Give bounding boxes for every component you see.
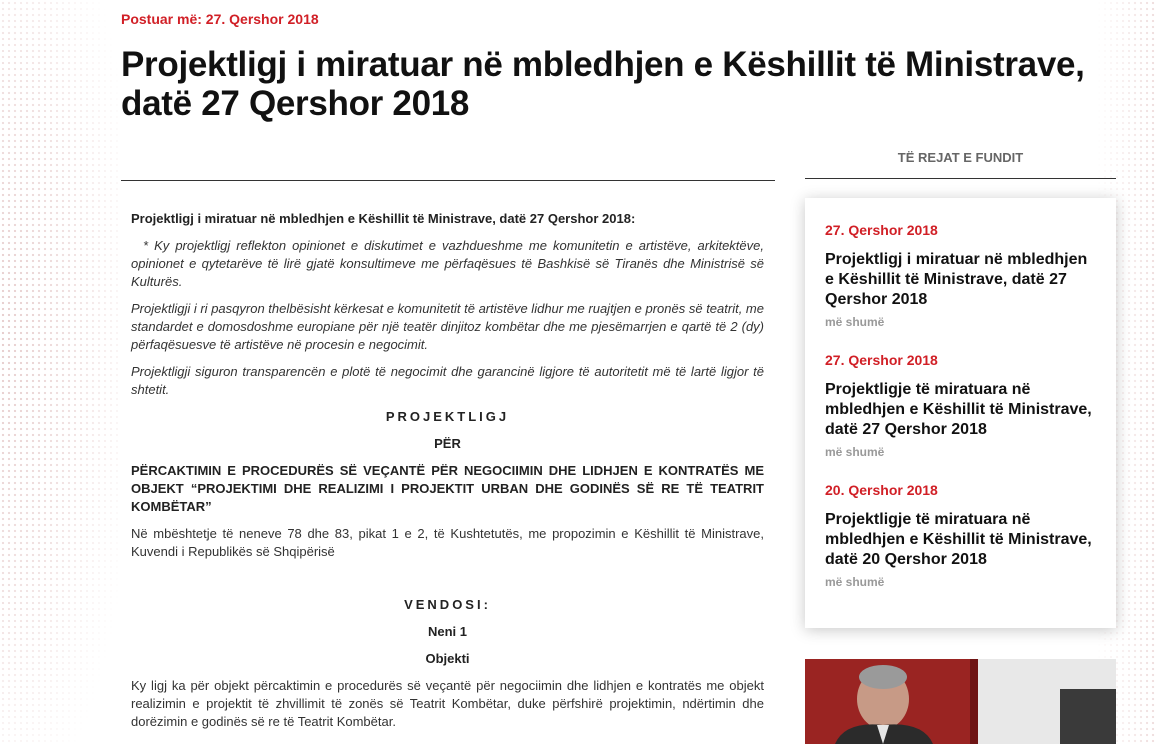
news-title-link[interactable]: Projektligj i miratuar në mbledhjen e Këshillit të Ministrave, datë 27 Qershor 2018 bbox=[825, 251, 1088, 308]
article-intro-3: Projektligji siguron transparencën e plotë të negocimit dhe garancinë ligjore të autoritetit më të lartë ligjor të shtetit. bbox=[131, 364, 764, 397]
article-lead: Projektligj i miratuar në mbledhjen e Këshillit të Ministrave, datë 27 Qershor 2018: bbox=[131, 211, 636, 226]
latest-news-panel bbox=[805, 198, 1116, 628]
posted-date: Postuar më: 27. Qershor 2018 bbox=[121, 11, 319, 27]
person-photo-illustration bbox=[805, 659, 1116, 744]
page-title: Projektligj i miratuar në mbledhjen e Këshillit të Ministrave, datë 27 Qershor 2018 bbox=[121, 45, 1085, 123]
article-body bbox=[131, 210, 768, 740]
news-date: 27. Qershor 2018 bbox=[825, 352, 938, 368]
news-date: 27. Qershor 2018 bbox=[825, 222, 938, 238]
title-divider bbox=[121, 180, 775, 181]
article-1-title: Objekti bbox=[425, 651, 470, 666]
news-title-link[interactable]: Projektligje të miratuara në mbledhjen e Këshillit të Ministrave, datë 27 Qershor 2018 bbox=[825, 381, 1092, 438]
news-item bbox=[825, 481, 1100, 589]
read-more-link[interactable]: më shumë bbox=[825, 445, 885, 459]
sidebar-heading: TË REJAT E FUNDIT bbox=[897, 150, 1024, 165]
law-heading-for: PËR bbox=[434, 436, 461, 451]
sidebar-divider bbox=[805, 178, 1116, 179]
law-decides: VENDOSI: bbox=[404, 597, 491, 612]
news-item bbox=[825, 221, 1100, 329]
article-1-number: Neni 1 bbox=[427, 624, 467, 639]
law-subject: PËRCAKTIMIN E PROCEDURËS SË VEÇANTË PËR NEGOCIIMIN DHE LIDHJEN E KONTRATËS ME OBJEKT “PROJEKTIMI DHE REALIZIMI I PROJEKTIT URBAN DHE GODINËS SË RE TË TEATRIT KOMBËTAR” bbox=[131, 463, 764, 514]
law-heading: PROJEKTLIGJ bbox=[385, 409, 510, 424]
article-1-text: Ky ligj ka për objekt përcaktimin e procedurës së veçantë për negociimin dhe lidhjen e kontratës me objekt realizimin e projektit të zhvillimit të zonës së Teatrit Kombëtar, duke përfshirë projektimin, ndërtimin dhe dorëzimin e godinës së re të Teatrit Kombëtar. bbox=[131, 678, 764, 729]
article-intro-1: * Ky projektligj reflekton opinionet e diskutimet e vazhdueshme me komunitetin e artistëve, arkitektëve, opinionet e qytetarëve të lirë gjatë konsultimeve me përfaqësues të Bashkisë së Tiranës dhe Ministrisë së Kulturës. bbox=[131, 238, 768, 289]
read-more-link[interactable]: më shumë bbox=[825, 575, 885, 589]
news-photo[interactable] bbox=[805, 659, 1116, 744]
news-title-link[interactable]: Projektligje të miratuara në mbledhjen e Këshillit të Ministrave, datë 20 Qershor 2018 bbox=[825, 511, 1092, 568]
decorative-dot-pattern-left bbox=[0, 0, 118, 744]
news-item bbox=[825, 351, 1100, 459]
read-more-link[interactable]: më shumë bbox=[825, 315, 885, 329]
law-basis: Në mbështetje të neneve 78 dhe 83, pikat 1 e 2, të Kushtetutës, me propozimin e Këshillit të Ministrave, Kuvendi i Republikës së Shqipërisë bbox=[131, 526, 764, 559]
news-date: 20. Qershor 2018 bbox=[825, 482, 938, 498]
article-intro-2: Projektligji i ri pasqyron thelbësisht kërkesat e komunitetit të artistëve lidhur me ruajtjen e pronës së teatrit, me standardet e domosdoshme europiane për një teatër dinjitoz kombëtar dhe me pjesëmarrjen e qartë të 2 (dy) përfaqësuesve të artistëve në procesin e negocimit. bbox=[131, 301, 764, 352]
